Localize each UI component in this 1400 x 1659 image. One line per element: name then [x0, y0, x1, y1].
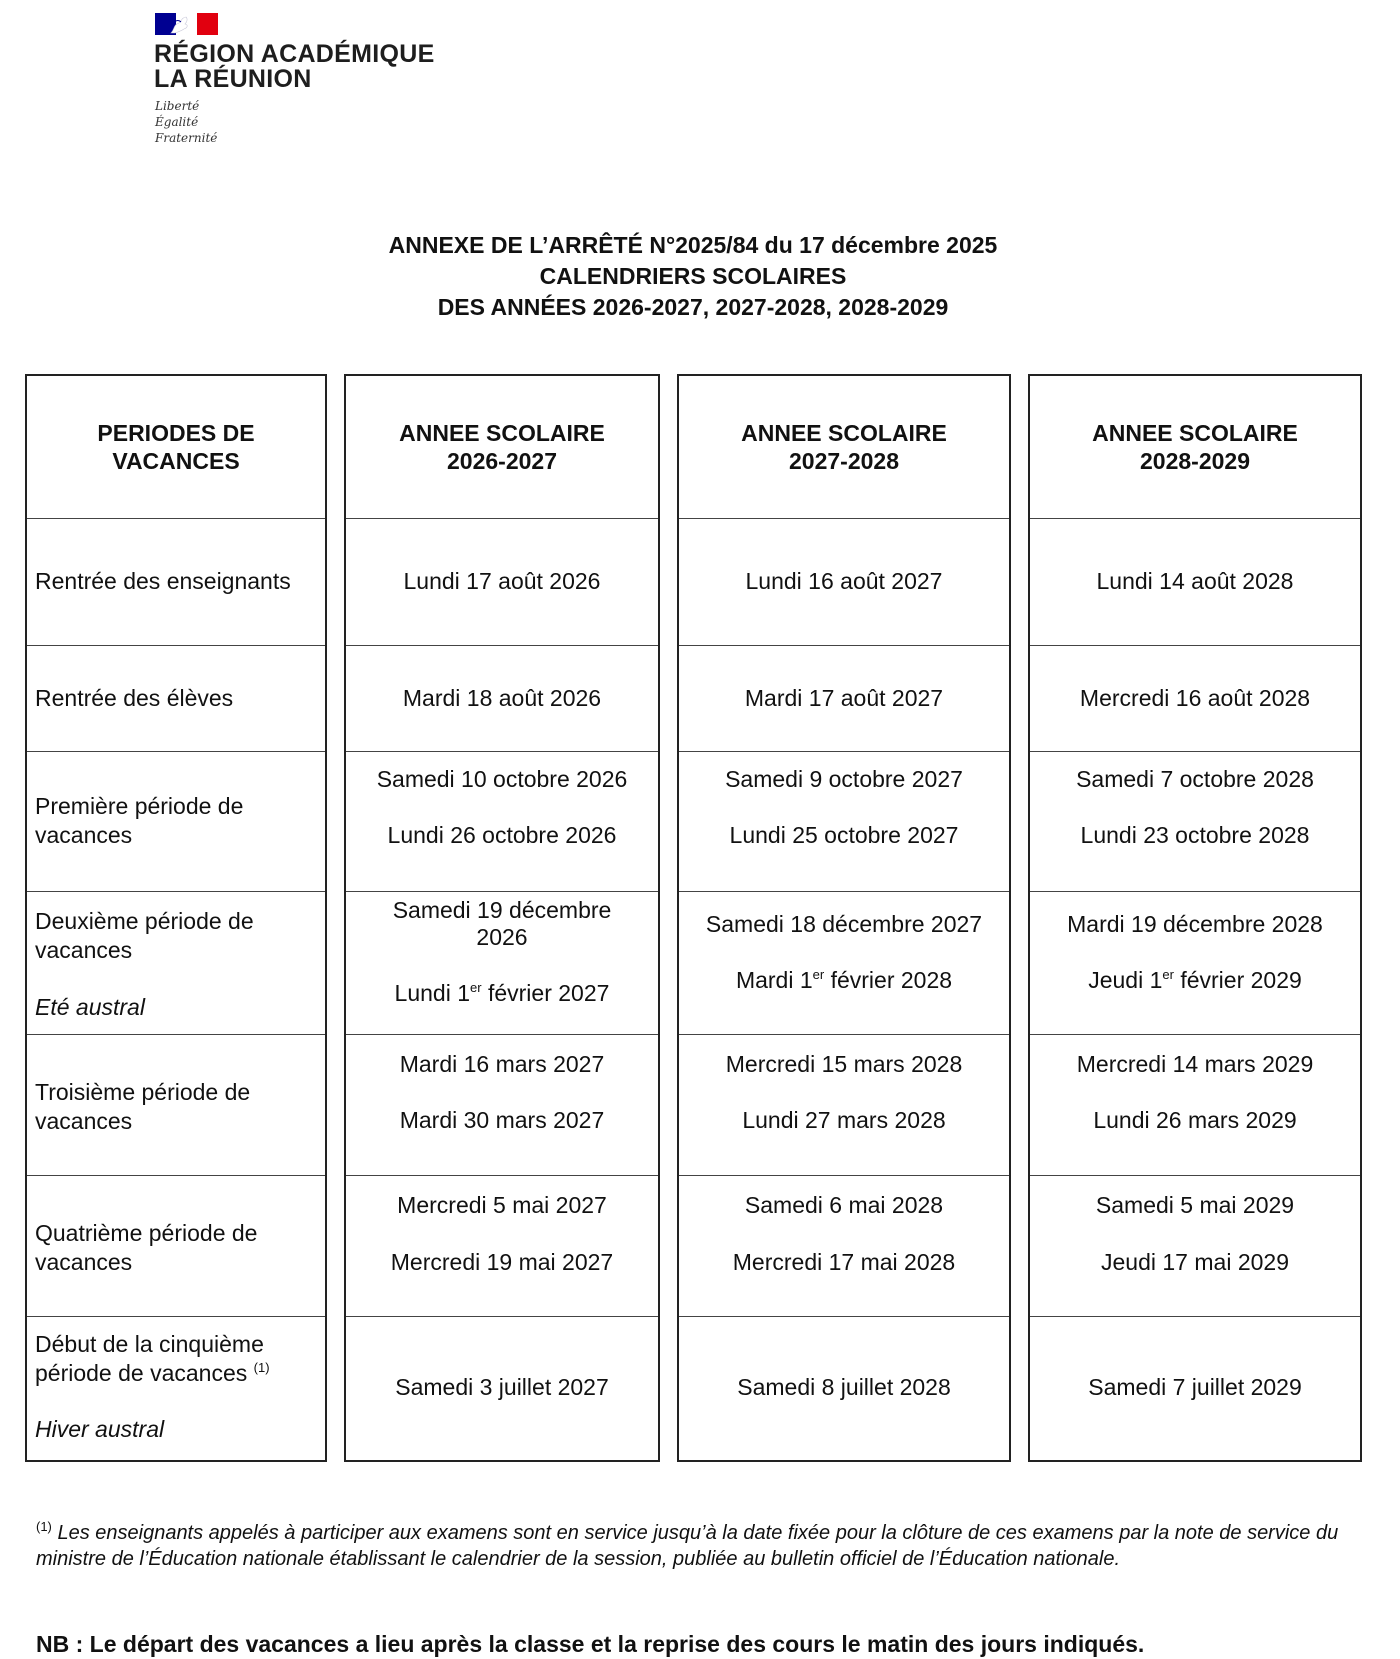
document-title — [0, 230, 1386, 323]
periods-header-line-2: VACANCES — [112, 448, 240, 474]
end-date-day: Mardi 1 — [735, 967, 813, 993]
value-cell — [346, 1175, 658, 1316]
value-cell — [679, 1316, 1009, 1462]
end-date: Lundi 27 mars 2028 — [742, 1107, 946, 1133]
year-header-cell — [679, 376, 1009, 518]
label-period-5-line-1: Début de la cinquième — [35, 1331, 264, 1357]
periods-header-line-1: PERIODES DE — [97, 420, 255, 446]
end-date — [679, 966, 1009, 994]
start-date-line-1: Samedi 19 décembre — [392, 897, 612, 923]
label-cell-period-2 — [27, 891, 325, 1034]
year-header-cell — [1030, 376, 1360, 518]
label-period-2-line-1: Deuxième période de — [35, 908, 254, 934]
end-date: Mercredi 19 mai 2027 — [390, 1249, 614, 1275]
value-cell — [1030, 518, 1360, 645]
end-date-month: février 2029 — [1180, 967, 1302, 993]
ordinal-suffix: er — [470, 980, 482, 995]
value-cell — [346, 751, 658, 891]
value-cell — [346, 1316, 658, 1462]
start-date: Mardi 16 mars 2027 — [399, 1051, 605, 1077]
year-header — [346, 419, 658, 475]
logo-line-2: LA RÉUNION — [154, 65, 312, 93]
value-cell — [679, 645, 1009, 751]
label-period-2-line-2: vacances — [35, 937, 133, 963]
end-date-day: Lundi 1 — [394, 980, 471, 1006]
value-cell — [1030, 1316, 1360, 1462]
label-period-4 — [35, 1219, 319, 1277]
value-cell — [679, 1034, 1009, 1175]
footnote-marker: (1) — [36, 1519, 52, 1534]
label-cell-period-4 — [27, 1175, 325, 1316]
label-cell-students — [27, 645, 325, 751]
title-line-1: ANNEXE DE L’ARRÊTÉ N°2025/84 du 17 décembre 2025 — [388, 232, 998, 258]
end-date-month: février 2027 — [487, 980, 610, 1006]
year-column-2027-2028 — [677, 374, 1011, 1462]
value-cell — [679, 1175, 1009, 1316]
label-period-3-line-1: Troisième période de — [35, 1079, 251, 1105]
year-column-2028-2029 — [1028, 374, 1362, 1462]
logo-text — [154, 42, 435, 92]
value-cell — [346, 891, 658, 1034]
start-date: Samedi 9 octobre 2027 — [725, 766, 963, 792]
start-date: Samedi 5 mai 2029 — [1095, 1192, 1295, 1218]
year-header — [679, 419, 1009, 475]
start-date: Samedi 18 décembre 2027 — [705, 911, 983, 937]
value-cell — [1030, 645, 1360, 751]
end-date-day: Jeudi 1 — [1088, 967, 1163, 993]
end-date — [346, 979, 658, 1007]
year-header-line-2: 2026-2027 — [447, 448, 557, 474]
date-value: Lundi 16 août 2027 — [745, 568, 943, 594]
date-value: Lundi 14 août 2028 — [1096, 568, 1294, 594]
label-period-1-line-1: Première période de — [35, 793, 244, 819]
start-date: Mercredi 14 mars 2029 — [1076, 1051, 1314, 1077]
value-cell — [679, 751, 1009, 891]
periods-header — [27, 419, 325, 475]
value-cell — [346, 1034, 658, 1175]
end-date: Jeudi 17 mai 2029 — [1101, 1249, 1289, 1275]
title-line-2: CALENDRIERS SCOLAIRES — [539, 263, 847, 289]
label-period-3-line-2: vacances — [35, 1108, 133, 1134]
motto-fraternite: Fraternité — [155, 131, 218, 145]
periods-header-cell — [27, 376, 325, 518]
label-period-5-line-2 — [35, 1359, 319, 1388]
date-value: Mardi 18 août 2026 — [402, 685, 602, 711]
label-hiver-austral: Hiver austral — [35, 1416, 165, 1442]
label-cell-period-1 — [27, 751, 325, 891]
region-academique-logo — [136, 8, 436, 168]
ordinal-suffix: er — [1162, 967, 1174, 982]
label-period-4-line-2: vacances — [35, 1249, 133, 1275]
start-date: Mercredi 5 mai 2027 — [397, 1192, 607, 1218]
date-value: Samedi 3 juillet 2027 — [395, 1374, 609, 1400]
value-cell — [1030, 1175, 1360, 1316]
label-period-1-line-2: vacances — [35, 822, 133, 848]
end-date: Lundi 26 octobre 2026 — [387, 822, 617, 848]
end-date: Lundi 26 mars 2029 — [1093, 1107, 1297, 1133]
label-cell-period-3 — [27, 1034, 325, 1175]
marianne-profile-icon — [167, 15, 197, 35]
value-cell — [679, 891, 1009, 1034]
label-rentree-eleves: Rentrée des élèves — [35, 685, 234, 711]
label-period-4-line-1: Quatrième période de — [35, 1220, 258, 1246]
footnote-text: Les enseignants appelés à participer aux examens sont en service jusqu’à la date fixée pour la clôture de ces examens par la note de service du ministre de l’Éducation nationale établissant le calendrier de la session, publiée au bulletin officiel de l’Éducation nationale. — [36, 1522, 1339, 1570]
value-cell — [1030, 891, 1360, 1034]
start-date: Samedi 6 mai 2028 — [744, 1192, 944, 1218]
label-period-5-text: période de vacances — [35, 1360, 248, 1386]
start-date: Mardi 19 décembre 2028 — [1067, 911, 1323, 937]
label-rentree-enseignants: Rentrée des enseignants — [35, 568, 291, 594]
date-value: Samedi 8 juillet 2028 — [737, 1374, 951, 1400]
start-date: Samedi 10 octobre 2026 — [376, 766, 628, 792]
label-period-2 — [35, 907, 319, 965]
start-date: Mercredi 15 mars 2028 — [725, 1051, 963, 1077]
year-header-line-2: 2027-2028 — [789, 448, 899, 474]
motto-liberte: Liberté — [155, 99, 200, 113]
end-date-month: février 2028 — [830, 967, 953, 993]
label-cell-period-5 — [27, 1316, 325, 1462]
label-cell-teachers — [27, 518, 325, 645]
ordinal-suffix: er — [812, 967, 825, 982]
motto-egalite: Égalité — [155, 115, 199, 129]
end-date — [1030, 966, 1360, 994]
value-cell — [346, 645, 658, 751]
end-date: Lundi 23 octobre 2028 — [1080, 822, 1310, 848]
republic-motto — [155, 98, 217, 146]
label-period-3 — [35, 1078, 319, 1136]
date-value: Lundi 17 août 2026 — [403, 568, 601, 594]
label-period-5 — [35, 1330, 319, 1388]
title-line-3: DES ANNÉES 2026-2027, 2027-2028, 2028-2029 — [437, 294, 949, 320]
start-date: Samedi 7 octobre 2028 — [1076, 766, 1314, 792]
start-date-line-2: 2026 — [476, 924, 528, 950]
nb-note: NB : Le départ des vacances a lieu après la classe et la reprise des cours le matin des jours indiqués. — [36, 1631, 1145, 1657]
value-cell — [679, 518, 1009, 645]
footnote-ref: (1) — [253, 1360, 270, 1375]
year-header-line-1: ANNEE SCOLAIRE — [399, 420, 605, 446]
periods-column — [25, 374, 327, 1462]
date-value: Mercredi 16 août 2028 — [1079, 685, 1311, 711]
year-header-line-1: ANNEE SCOLAIRE — [741, 420, 947, 446]
year-header-line-2: 2028-2029 — [1140, 448, 1250, 474]
marianne-flag-icon — [155, 13, 218, 35]
year-column-2026-2027 — [344, 374, 660, 1462]
value-cell — [346, 518, 658, 645]
label-ete-austral: Eté austral — [35, 994, 145, 1020]
date-value: Samedi 7 juillet 2029 — [1088, 1374, 1302, 1400]
value-cell — [1030, 1034, 1360, 1175]
footnote — [36, 1520, 1366, 1572]
end-date: Mercredi 17 mai 2028 — [732, 1249, 956, 1275]
year-header-cell — [346, 376, 658, 518]
logo-line-1: RÉGION ACADÉMIQUE — [154, 40, 435, 68]
end-date: Lundi 25 octobre 2027 — [729, 822, 959, 848]
label-period-1 — [35, 792, 319, 850]
year-header — [1030, 419, 1360, 475]
year-header-line-1: ANNEE SCOLAIRE — [1092, 420, 1298, 446]
end-date: Mardi 30 mars 2027 — [399, 1107, 605, 1133]
date-value: Mardi 17 août 2027 — [744, 685, 944, 711]
value-cell — [1030, 751, 1360, 891]
